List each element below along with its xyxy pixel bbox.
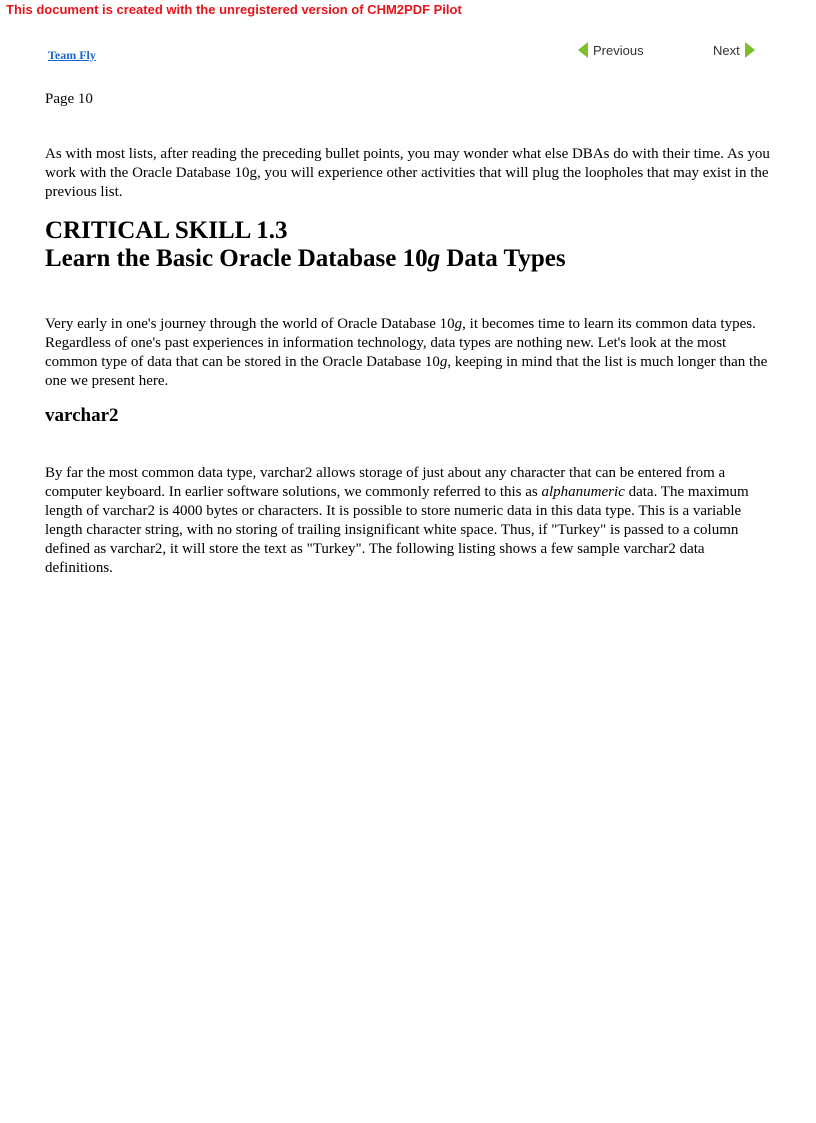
arrow-right-icon — [745, 42, 755, 58]
heading-line-1: CRITICAL SKILL 1.3 — [45, 217, 288, 244]
next-label: Next — [713, 42, 740, 58]
arrow-left-icon — [578, 42, 588, 58]
page-number: Page 10 — [45, 91, 93, 107]
document-body — [45, 145, 775, 578]
varchar2-heading: varchar2 — [45, 405, 119, 426]
heading-line-2: Learn the Basic Oracle Database 10g Data Types — [45, 245, 566, 272]
intro-paragraph: As with most lists, after reading the preceding bullet points, you may wonder what else DBAs do with their time. As you work with the Oracle Database 10g, you will experience other activities that will plug the loopholes that may exist in the previous list. — [45, 146, 770, 200]
previous-button[interactable] — [578, 42, 644, 58]
next-button[interactable] — [713, 42, 755, 58]
watermark-banner: This document is created with the unregistered version of CHM2PDF Pilot — [6, 2, 462, 17]
team-fly-link[interactable]: Team Fly — [48, 48, 96, 62]
varchar2-paragraph: By far the most common data type, varchar2 allows storage of just about any character that can be entered from a computer keyboard. In earlier software solutions, we commonly referred to this as alphanumeric data. The maximum length of varchar2 is 4000 bytes or characters. It is possible to store numeric data in this data type. This is a variable length character string, with no storing of trailing insignificant white space. Thus, if "Turkey" is passed to a column defined as varchar2, it will store the text as "Turkey". The following listing shows a few sample varchar2 data definitions. — [45, 465, 749, 576]
previous-label: Previous — [593, 42, 644, 58]
data-types-paragraph: Very early in one's journey through the world of Oracle Database 10g, it becomes time to learn its common data types. Regardless of one's past experiences in information technology, data types are nothing new. Let's look at the most common type of data that can be stored in the Oracle Database 10g, keeping in mind that the list is much longer than the one we present here. — [45, 316, 768, 389]
section-heading — [45, 217, 775, 273]
